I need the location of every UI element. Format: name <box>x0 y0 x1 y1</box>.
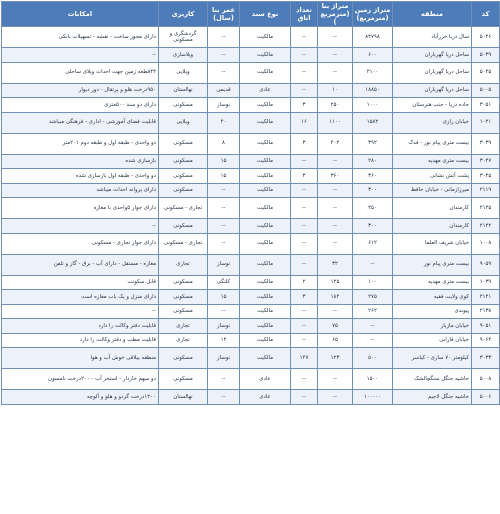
cell-area: جاده دریا - جنب هنرستان <box>393 98 472 113</box>
cell-deed: مالکیت <box>240 290 291 305</box>
cell-features: دارای جواز ۵واحدی با مغازه <box>2 198 159 219</box>
cell-land: ۱۵۰۰ <box>353 369 393 390</box>
cell-built: ۱۲۳ <box>318 348 353 369</box>
cell-usage: ویلایی <box>159 62 208 83</box>
cell-deed: مالکیت <box>240 62 291 83</box>
cell-features: بازسازی شده <box>2 154 159 169</box>
cell-usage: مسکونی <box>159 275 208 290</box>
cell-area: حاشیه جنگل لاجیم <box>393 390 472 405</box>
cell-deed: عادی <box>240 369 291 390</box>
cell-land: ۱۸۸۵۰ <box>353 83 393 98</box>
cell-deed: عادی <box>240 390 291 405</box>
cell-deed: مالکیت <box>240 275 291 290</box>
cell-land: ۵۰۰ <box>353 348 393 369</box>
cell-built: -- <box>318 48 353 63</box>
cell-land: ۱۰۰۰ <box>353 98 393 113</box>
cell-land: ۸۴۷۹۸ <box>353 27 393 48</box>
cell-code: ۱۰۴۱ <box>472 112 500 133</box>
cell-code: ۹۰۶۴ <box>472 333 500 348</box>
table-row <box>2 333 500 348</box>
col-header-area: منطقه <box>393 2 472 27</box>
cell-code: ۲۱۳۸ <box>472 304 500 319</box>
table-header-row <box>2 2 500 27</box>
cell-deed: مالکیت <box>240 169 291 184</box>
cell-age: ۸ <box>208 133 240 154</box>
cell-built: -- <box>318 233 353 254</box>
cell-features: ۴۴قطعه زمین جهت احداث ویلای ساحلی <box>2 62 159 83</box>
cell-usage: مسکونی <box>159 290 208 305</box>
cell-code: ۲۱۴۵ <box>472 198 500 219</box>
cell-usage: تجاری - مسکونی <box>159 233 208 254</box>
cell-features: دو واحدی - طبقه اول بازسازی شده <box>2 169 159 184</box>
cell-age: -- <box>208 369 240 390</box>
cell-usage: ویلاسازی <box>159 48 208 63</box>
cell-usage: تجاری - مسکونی <box>159 198 208 219</box>
cell-deed: مالکیت <box>240 154 291 169</box>
cell-age: -- <box>208 219 240 234</box>
cell-built: ۴۰۲ <box>318 133 353 154</box>
cell-land: ۳۶۰ <box>353 169 393 184</box>
table-row <box>2 133 500 154</box>
cell-rooms: -- <box>291 219 318 234</box>
cell-area: بیست متری پیام نور <box>393 254 472 275</box>
cell-land: ۳۰۰ <box>353 219 393 234</box>
cell-age: قدیمی <box>208 83 240 98</box>
cell-area: ساحل دریا گهرباران <box>393 48 472 63</box>
cell-age: کلنگی <box>208 275 240 290</box>
cell-built: -- <box>318 154 353 169</box>
table-row <box>2 62 500 83</box>
cell-deed: مالکیت <box>240 319 291 334</box>
cell-rooms: -- <box>291 254 318 275</box>
cell-rooms: ۱۴۷ <box>291 348 318 369</box>
cell-area: ساحل دریا گهرباران <box>393 62 472 83</box>
table-row <box>2 219 500 234</box>
cell-land: ۴۵۰ <box>353 198 393 219</box>
cell-land: ۳۰۰ <box>353 183 393 198</box>
cell-land: ۲۸۰ <box>353 154 393 169</box>
cell-age: -- <box>208 198 240 219</box>
cell-age: -- <box>208 48 240 63</box>
cell-rooms: -- <box>291 390 318 405</box>
cell-land: -- <box>353 319 393 334</box>
cell-usage: نهالستان <box>159 83 208 98</box>
cell-built: ۳۶۰ <box>318 169 353 184</box>
cell-built: -- <box>318 62 353 83</box>
cell-age: ۱۵ <box>208 169 240 184</box>
cell-age: نوساز <box>208 254 240 275</box>
cell-code: ۵۰۰۶ <box>472 390 500 405</box>
cell-land: -- <box>353 333 393 348</box>
cell-features: -- <box>2 304 159 319</box>
cell-land: ۲۶۲ <box>353 304 393 319</box>
cell-built: ۶۵ <box>318 333 353 348</box>
cell-usage: مسکونی <box>159 154 208 169</box>
cell-built: -- <box>318 304 353 319</box>
cell-usage: مسکونی <box>159 169 208 184</box>
table-row <box>2 154 500 169</box>
cell-age: -- <box>208 62 240 83</box>
cell-usage: تجاری <box>159 333 208 348</box>
cell-age: ۱۵ <box>208 290 240 305</box>
cell-features: دارای مجوز ساخت - نقشه - تسهیلات بانکی <box>2 27 159 48</box>
cell-area: بیست متری پیام نور - فدک <box>393 133 472 154</box>
cell-rooms: -- <box>291 198 318 219</box>
cell-code: ۲۱۱۹ <box>472 183 500 198</box>
cell-area: حاشیه جنگل سنگچالشک <box>393 369 472 390</box>
cell-built: -- <box>318 219 353 234</box>
cell-code: ۳۰۳۳ <box>472 348 500 369</box>
cell-land: ۲۱۰۰ <box>353 62 393 83</box>
cell-rooms: ۳ <box>291 169 318 184</box>
cell-deed: مالکیت <box>240 198 291 219</box>
cell-land: ۶۰۰ <box>353 48 393 63</box>
cell-deed: مالکیت <box>240 348 291 369</box>
cell-age: ۱۵ <box>208 154 240 169</box>
cell-features: دو سهم خاردار - استخر آب - ۲۰۰درخت نامسون <box>2 369 159 390</box>
col-header-age: عمر بنا (سال) <box>208 2 240 27</box>
cell-features: منطقه ییلاقی خوش آب و هوا <box>2 348 159 369</box>
cell-usage: تجاری <box>159 319 208 334</box>
cell-deed: مالکیت <box>240 98 291 113</box>
cell-usage: مسکونی <box>159 133 208 154</box>
cell-built: ۱۲۵ <box>318 275 353 290</box>
cell-land: ۳۹۲ <box>353 133 393 154</box>
cell-code: ۲۱۴۱ <box>472 290 500 305</box>
cell-age: -- <box>208 390 240 405</box>
cell-usage: مسکونی <box>159 304 208 319</box>
cell-features: دارای دو سند ۵۰۰متری <box>2 98 159 113</box>
cell-age: -- <box>208 304 240 319</box>
cell-built: -- <box>318 390 353 405</box>
cell-land: ۱۰۰۰۰۰ <box>353 390 393 405</box>
cell-code: ۳۰۴۷ <box>472 154 500 169</box>
cell-built: -- <box>318 198 353 219</box>
cell-usage: تجاری <box>159 254 208 275</box>
cell-features: دارای منزل و یک باب مغازه است <box>2 290 159 305</box>
cell-usage: مسکونی <box>159 183 208 198</box>
col-header-features: امکانات <box>2 2 159 27</box>
table-row <box>2 290 500 305</box>
cell-usage: مسکونی <box>159 98 208 113</box>
cell-features: قابلیت مطب و دفتر وکالت را دارد <box>2 333 159 348</box>
table-row <box>2 233 500 254</box>
col-header-rooms: تعداد اتاق <box>291 2 318 27</box>
cell-age: ۴۰ <box>208 112 240 133</box>
cell-area: خیابان رازی <box>393 112 472 133</box>
col-header-deed: نوع سند <box>240 2 291 27</box>
cell-rooms: -- <box>291 183 318 198</box>
cell-area: خیابان شریف العلما <box>393 233 472 254</box>
cell-area: کوی ولایت فقیه <box>393 290 472 305</box>
cell-deed: مالکیت <box>240 254 291 275</box>
cell-built: ۲۵۰ <box>318 98 353 113</box>
cell-land: ۱۵۸۲ <box>353 112 393 133</box>
cell-built: -- <box>318 183 353 198</box>
cell-features: ۱۲۰۰درخت گردو و هلو و آلوچه <box>2 390 159 405</box>
cell-area: ساحل دریا گهرباران <box>393 83 472 98</box>
cell-age: نوساز <box>208 98 240 113</box>
cell-built: ۱۱۰۰ <box>318 112 353 133</box>
cell-features: مغازه - مستقل - دارای آب - برق - گاز و تلفن <box>2 254 159 275</box>
col-header-usage: کاربری <box>159 2 208 27</box>
cell-deed: مالکیت <box>240 27 291 48</box>
cell-age: -- <box>208 233 240 254</box>
cell-code: ۵۰۳۹ <box>472 48 500 63</box>
cell-built: -- <box>318 27 353 48</box>
cell-deed: مالکیت <box>240 133 291 154</box>
cell-rooms: ۳ <box>291 98 318 113</box>
cell-area: پیوندی <box>393 304 472 319</box>
cell-rooms: -- <box>291 154 318 169</box>
cell-area: بیست متری مهدیه <box>393 154 472 169</box>
table-row <box>2 83 500 98</box>
cell-rooms: -- <box>291 62 318 83</box>
cell-area: کیلومتر ۷۰ ساری - کیاسر <box>393 348 472 369</box>
table-row <box>2 112 500 133</box>
cell-age: نوساز <box>208 348 240 369</box>
table-row <box>2 304 500 319</box>
cell-code: ۲۱۴۲ <box>472 219 500 234</box>
cell-features: قابل سکونت <box>2 275 159 290</box>
cell-area: کارمندان <box>393 198 472 219</box>
table-row <box>2 27 500 48</box>
cell-area: بیست متری مهدیه <box>393 275 472 290</box>
cell-usage: گردشگری و مسکونی <box>159 27 208 48</box>
cell-deed: مالکیت <box>240 219 291 234</box>
table-row <box>2 369 500 390</box>
table-row <box>2 198 500 219</box>
cell-features: قابلیت دفتر وکالت را دارد <box>2 319 159 334</box>
property-listing-table <box>1 1 500 405</box>
cell-code: ۳۰۴۵ <box>472 169 500 184</box>
cell-land: ۲۷۵ <box>353 290 393 305</box>
cell-code: ۱۰۳۹ <box>472 275 500 290</box>
cell-age: -- <box>208 27 240 48</box>
cell-rooms: ۱۶ <box>291 112 318 133</box>
cell-usage: ویلایی <box>159 112 208 133</box>
cell-rooms: ۲ <box>291 275 318 290</box>
cell-rooms: -- <box>291 48 318 63</box>
table-row <box>2 275 500 290</box>
cell-rooms: -- <box>291 27 318 48</box>
cell-usage: مسکونی <box>159 219 208 234</box>
cell-rooms: -- <box>291 319 318 334</box>
cell-deed: مالکیت <box>240 112 291 133</box>
cell-deed: مالکیت <box>240 183 291 198</box>
cell-deed: مالکیت <box>240 233 291 254</box>
cell-land: ۶۱۲ <box>353 233 393 254</box>
cell-usage: مسکونی <box>159 369 208 390</box>
cell-code: ۹۰۵۱ <box>472 319 500 334</box>
cell-land: ۱۰۰ <box>353 275 393 290</box>
cell-area: خیابان مازیار <box>393 319 472 334</box>
cell-features: دارای پروانه احداث میباشد <box>2 183 159 198</box>
cell-code: ۵۰۰۸ <box>472 369 500 390</box>
cell-built: ۳۲ <box>318 254 353 275</box>
cell-built: ۷۵ <box>318 319 353 334</box>
cell-code: ۳۰۳۹ <box>472 133 500 154</box>
cell-age: ۱۴ <box>208 333 240 348</box>
cell-features: دو واحدی - طبقه اول و طبقه دوم ۲۰۱متر <box>2 133 159 154</box>
cell-code: ۳۰۵۱ <box>472 98 500 113</box>
cell-rooms: ۳ <box>291 290 318 305</box>
table-row <box>2 348 500 369</box>
cell-built: -- <box>318 369 353 390</box>
table-row <box>2 183 500 198</box>
cell-deed: عادی <box>240 83 291 98</box>
cell-area: پشت آتش نشانی <box>393 169 472 184</box>
cell-area: کارمندان <box>393 219 472 234</box>
cell-code: ۹۰۵۹ <box>472 254 500 275</box>
cell-rooms: ۳ <box>291 133 318 154</box>
cell-area: خیابان فارابی <box>393 333 472 348</box>
cell-deed: مالکیت <box>240 48 291 63</box>
table-row <box>2 390 500 405</box>
cell-built: ۱۰ <box>318 83 353 98</box>
cell-features: قابلیت فضای آموزشی - اداری - فرهنگی میباشد <box>2 112 159 133</box>
cell-usage: مسکونی <box>159 348 208 369</box>
cell-rooms: -- <box>291 333 318 348</box>
cell-features: -- <box>2 48 159 63</box>
cell-built: ۱۸۴ <box>318 290 353 305</box>
table-row <box>2 98 500 113</box>
cell-area: میرزازمانی - خیابان حافظ <box>393 183 472 198</box>
table-row <box>2 254 500 275</box>
cell-age: -- <box>208 183 240 198</box>
cell-usage: نهالستان <box>159 390 208 405</box>
table-row <box>2 48 500 63</box>
col-header-land: متراژ زمین (مترمربع) <box>353 2 393 27</box>
cell-rooms: -- <box>291 304 318 319</box>
cell-code: ۱۰۰۸ <box>472 233 500 254</box>
cell-rooms: -- <box>291 369 318 390</box>
cell-deed: مالکیت <box>240 333 291 348</box>
cell-rooms: -- <box>291 83 318 98</box>
cell-land: -- <box>353 254 393 275</box>
col-header-code: کد <box>472 2 500 27</box>
table-row <box>2 169 500 184</box>
cell-age: نوساز <box>208 319 240 334</box>
cell-code: ۵۰۴۵ <box>472 62 500 83</box>
cell-features: -- <box>2 219 159 234</box>
cell-area: سال دریا خزرآباد <box>393 27 472 48</box>
cell-code: ۵۰۴۶ <box>472 27 500 48</box>
table-row <box>2 319 500 334</box>
cell-features: ۹۵۰درخت هلو و پرتقال - دور دیوار <box>2 83 159 98</box>
cell-rooms: -- <box>291 233 318 254</box>
cell-code: ۵۰۰۵ <box>472 83 500 98</box>
col-header-built: متراژ بنا (مترمربع) <box>318 2 353 27</box>
cell-features: دارای جواز تجاری - مسکونی <box>2 233 159 254</box>
cell-deed: مالکیت <box>240 304 291 319</box>
